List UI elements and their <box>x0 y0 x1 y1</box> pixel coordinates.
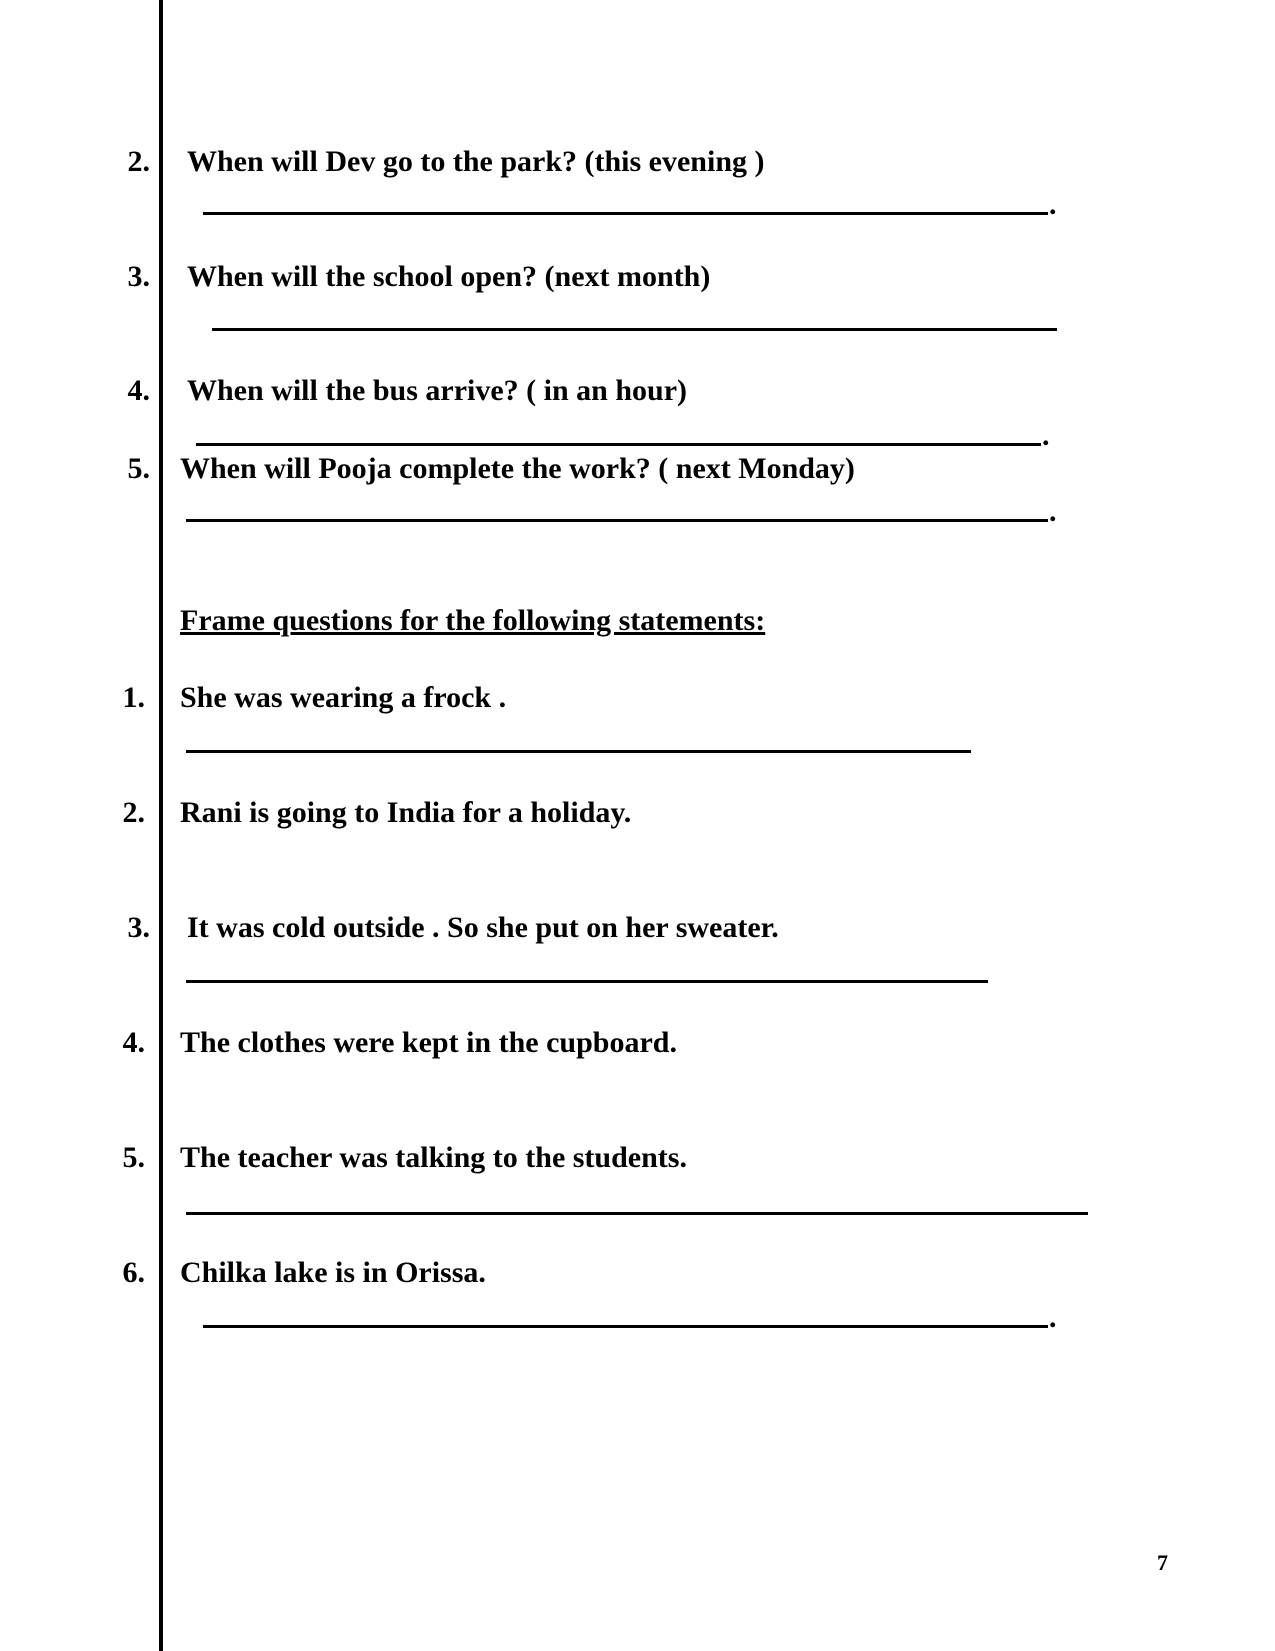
statement-number: 2. <box>122 796 145 829</box>
answer-blank[interactable] <box>203 212 1048 215</box>
statement-number: 6. <box>122 1256 145 1289</box>
answer-blank[interactable] <box>186 980 988 983</box>
question-text: When will the school open? (next month) <box>187 260 711 293</box>
question-text: When will the bus arrive? ( in an hour) <box>187 374 688 407</box>
statement-text: She was wearing a frock . <box>180 681 507 714</box>
question-number: 4. <box>127 374 150 407</box>
question-number: 5. <box>127 452 150 485</box>
margin-line <box>159 0 163 1651</box>
answer-blank[interactable] <box>203 1325 1048 1328</box>
answer-period: . <box>1049 1301 1057 1334</box>
statement-text: The clothes were kept in the cupboard. <box>180 1026 677 1059</box>
statement-text: It was cold outside . So she put on her sweater. <box>187 911 779 944</box>
question-number: 3. <box>127 260 150 293</box>
statement-text: Rani is going to India for a holiday. <box>180 796 632 829</box>
question-text: When will Pooja complete the work? ( next Monday) <box>180 452 855 485</box>
answer-period: . <box>1049 188 1057 221</box>
statement-text: Chilka lake is in Orissa. <box>180 1256 486 1289</box>
statement-number: 4. <box>122 1026 145 1059</box>
answer-blank[interactable] <box>212 328 1057 331</box>
section-heading: Frame questions for the following statements: <box>180 604 766 637</box>
statement-number: 3. <box>127 911 150 944</box>
question-number: 2. <box>127 145 150 178</box>
page-number: 7 <box>1157 1550 1168 1575</box>
answer-blank[interactable] <box>196 443 1041 446</box>
statement-number: 5. <box>122 1141 145 1174</box>
statement-number: 1. <box>122 681 145 714</box>
answer-period: . <box>1042 419 1050 452</box>
statement-text: The teacher was talking to the students. <box>180 1141 687 1174</box>
answer-blank[interactable] <box>186 519 1048 522</box>
answer-period: . <box>1049 495 1057 528</box>
answer-blank[interactable] <box>186 750 971 753</box>
answer-blank[interactable] <box>186 1212 1088 1215</box>
question-text: When will Dev go to the park? (this evening ) <box>187 145 765 178</box>
